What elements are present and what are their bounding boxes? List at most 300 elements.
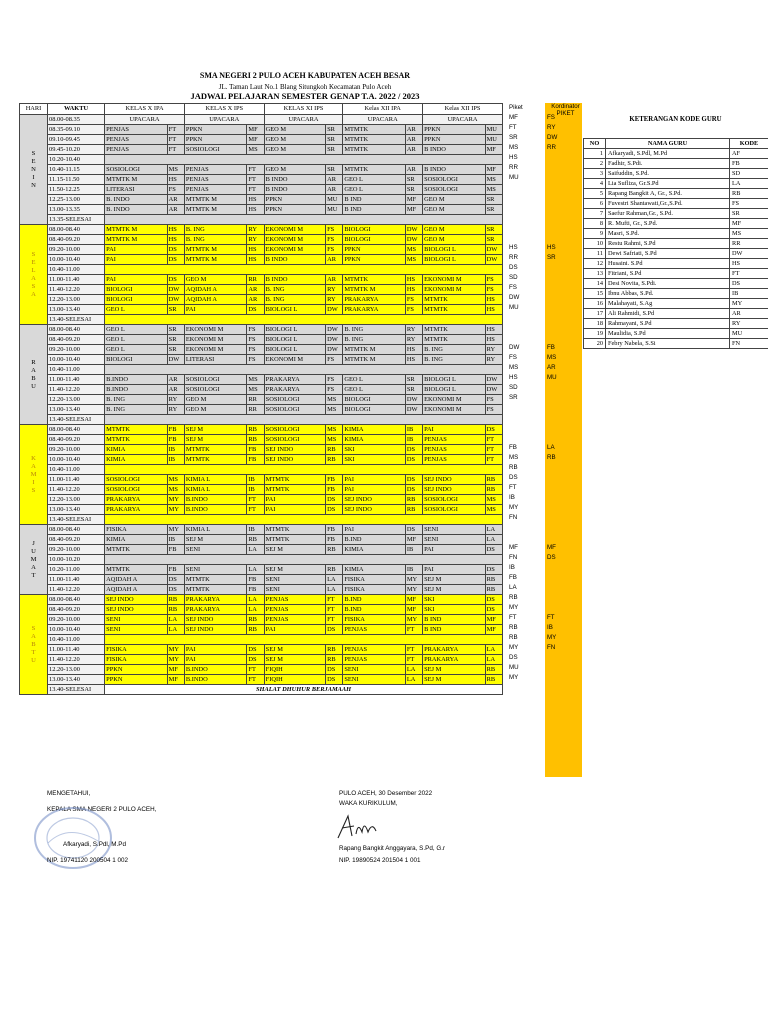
piket-row [507,463,577,473]
subject-cell: PAI [423,545,486,555]
subject-cell: KIMIA [105,535,168,545]
piket-code: RB [509,634,518,641]
subject-cell: FIQIH [264,675,325,685]
teacher-code-cell: AR [167,385,184,395]
subject-cell: GEO M [264,165,325,175]
teacher-code-cell: FB [326,475,343,485]
teacher-code-cell: MY [167,645,184,655]
subject-cell: EKONOMI M [423,405,486,415]
break-row [105,215,503,225]
teacher-code-cell: FS [326,375,343,385]
subject-cell: SEJ INDO [105,605,168,615]
teacher-code-cell: RB [405,505,422,515]
time-slot: 08.00-08.40 [48,595,105,605]
teacher-row [584,229,768,239]
subject-cell: SENI [184,565,247,575]
place-date: PULO ACEH, 30 Desember 2022 [339,790,433,797]
piket-code: MS [509,364,519,371]
teacher-code-cell: FT [247,675,264,685]
teacher-code-cell: HS [247,205,264,215]
subject-cell: FISIKA [343,575,406,585]
subject-cell: SEJ INDO [343,505,406,515]
teacher-code-cell: LA [247,545,264,555]
class-header: Kelas XII IPS [423,104,503,115]
teacher-code-cell: DS [405,485,422,495]
break-row [105,635,503,645]
subject-cell: PENJAS [343,625,406,635]
teacher-code-cell: DS [247,305,264,315]
piket-code: FS [509,284,517,291]
teacher-code-cell: MY [167,525,184,535]
teacher-code-cell: FT [485,435,502,445]
teacher-code: RY [730,319,768,329]
code-header: KODE [730,139,768,149]
schedule-row [20,225,503,235]
time-slot: 13.40-SELESAI [48,415,105,425]
piket-row [507,573,577,583]
subject-cell: MTMTK [264,525,325,535]
subject-cell: MTMTK [105,545,168,555]
time-slot: 09.20-10.00 [48,345,105,355]
teacher-code-cell: LA [485,535,502,545]
teacher-code-cell: MU [326,205,343,215]
teacher-code-cell: DW [485,375,502,385]
teacher-code-cell: FS [326,235,343,245]
teacher-name: Dewi Safriati, S.Pd [606,249,730,259]
teacher-name: Restu Rahmi, S.Pd [606,239,730,249]
subject-cell: MTMTK M [184,205,247,215]
teacher-code-cell: MF [405,535,422,545]
subject-cell: PPKN [105,665,168,675]
teacher-no: 6 [584,199,606,209]
schedule-table [19,103,503,695]
schedule-row [20,545,503,555]
teacher-code-cell: LA [247,595,264,605]
piket-row [507,693,577,703]
teacher-code-cell: MF [405,605,422,615]
subject-cell: EKONOMI M [184,325,247,335]
teacher-row [584,249,768,259]
teacher-code-cell: MS [167,485,184,495]
subject-cell: EKONOMI M [423,275,486,285]
subject-cell: B. ING [423,345,486,355]
schedule-row [20,305,503,315]
teacher-code-cell: AR [167,375,184,385]
subject-cell: SEJ M [423,665,486,675]
subject-cell: MTMTK [423,325,486,335]
piket-row [507,213,577,223]
teacher-code-cell: FT [326,605,343,615]
subject-cell: SOSIOLOGI [105,475,168,485]
teacher-code-cell: AR [405,135,422,145]
subject-cell: MTMTK M [343,355,406,365]
teacher-code-cell: AR [326,175,343,185]
schedule-row [20,195,503,205]
no-header: NO [584,139,606,149]
time-slot: 13.40-SELESAI [48,315,105,325]
time-slot: 10.40-11.00 [48,265,105,275]
schedule-row [20,505,503,515]
teacher-code-cell: DS [326,505,343,515]
piket-row [507,633,577,643]
teacher-no: 13 [584,269,606,279]
teacher-code-cell: LA [405,665,422,675]
schedule-row [20,385,503,395]
teacher-code-cell: FT [247,165,264,175]
teacher-name-header: NAMA GURU [606,139,730,149]
teacher-code: HS [730,259,768,269]
hari-header: HARI [20,104,48,115]
teacher-row [584,149,768,159]
teacher-code-cell: MS [247,375,264,385]
teacher-code-cell: RB [167,595,184,605]
piket-row [507,493,577,503]
schedule-row [20,515,503,525]
subject-cell: B. ING [343,335,406,345]
teacher-code-cell: DS [167,245,184,255]
koordinator-code: FT [547,614,555,621]
teacher-code-cell: HS [167,175,184,185]
teacher-code-cell: LA [485,645,502,655]
subject-cell: AQIDAH A [105,575,168,585]
day-label: S E L A S A [20,225,48,325]
piket-row [507,533,577,543]
piket-code: FT [509,124,517,131]
piket-code: MS [509,454,519,461]
class-header: KELAS XI IPS [264,104,343,115]
teacher-code-cell: SR [167,345,184,355]
teacher-row [584,159,768,169]
subject-cell: B.INDO [184,495,247,505]
subject-cell: BIOLOGI L [264,325,325,335]
teacher-code-cell: DW [326,335,343,345]
upacara-cell: UPACARA [105,115,185,125]
teacher-code-cell: MY [405,615,422,625]
teacher-code-cell: HS [247,195,264,205]
teacher-code-cell: DS [247,645,264,655]
teacher-row [584,319,768,329]
schedule-row [20,365,503,375]
schedule-row [20,235,503,245]
teacher-no: 8 [584,219,606,229]
piket-code: LA [509,584,517,591]
teacher-row [584,329,768,339]
schedule-row [20,245,503,255]
class-header: KELAS X IPS [184,104,264,115]
subject-cell: EKONOMI M [264,245,325,255]
time-slot: 10.00-10.20 [48,555,105,565]
subject-cell: PAI [423,565,486,575]
teacher-code-cell: LA [167,615,184,625]
schedule-row [20,285,503,295]
teacher-code-cell: SR [326,165,343,175]
subject-cell: GEO L [343,175,406,185]
teacher-code-cell: MS [405,255,422,265]
subject-cell: MTMTK [184,575,247,585]
teacher-code-cell: DS [485,425,502,435]
subject-cell: B INDO [423,145,486,155]
teacher-code-cell: AR [405,125,422,135]
teacher-code-cell: SR [405,385,422,395]
piket-row [507,343,577,353]
teacher-code-cell: RY [405,325,422,335]
subject-cell: SEJ M [184,435,247,445]
break-row [105,265,503,275]
schedule-row [20,215,503,225]
teacher-code-cell: MF [167,675,184,685]
subject-cell: B.INDO [184,675,247,685]
subject-cell: MTMTK [184,455,247,465]
subject-cell: MTMTK [423,305,486,315]
teacher-code-cell: FS [247,325,264,335]
subject-cell: SENI [105,615,168,625]
teacher-row [584,279,768,289]
subject-cell: PENJAS [105,135,168,145]
subject-cell: PAI [105,275,168,285]
teacher-code-cell: HS [405,285,422,295]
teacher-code-cell: AR [326,275,343,285]
time-slot: 08.00-08.40 [48,425,105,435]
subject-cell: SEJ INDO [184,625,247,635]
teacher-code-cell: IB [247,525,264,535]
piket-code: DW [509,344,520,351]
subject-cell: MTMTK [105,435,168,445]
teacher-code-cell: HS [167,235,184,245]
subject-cell: BIOLOGI L [423,385,486,395]
teacher-code-cell: MF [405,195,422,205]
time-slot: 11.00-11.40 [48,475,105,485]
subject-cell: B INDO [264,175,325,185]
time-slot: 13.00-13.40 [48,305,105,315]
teacher-code-cell: DW [405,235,422,245]
subject-cell: MTMTK [343,275,406,285]
teacher-code-cell: AR [247,295,264,305]
teacher-code-cell: MY [167,495,184,505]
subject-cell: SENI [105,625,168,635]
teacher-code-cell: LA [247,565,264,575]
subject-cell: GEO L [343,185,406,195]
time-slot: 11.40-12.20 [48,655,105,665]
teacher-code-cell: DS [326,495,343,505]
subject-cell: SOSIOLOGI [423,505,486,515]
kepala-nip: NIP. 19741120 200504 1 002 [47,857,129,864]
subject-cell: PRAKARYA [105,505,168,515]
teacher-code-cell: FS [167,185,184,195]
teacher-code-cell: RB [485,675,502,685]
time-slot: 09.20-10.00 [48,615,105,625]
time-slot: 13.00-13.40 [48,505,105,515]
piket-row [507,203,577,213]
teacher-code-cell: MS [167,475,184,485]
teacher-code-cell: HS [485,305,502,315]
subject-cell: EKONOMI M [423,285,486,295]
teacher-code-cell: FB [326,535,343,545]
teacher-code-cell: MF [485,615,502,625]
kepala-name: Afkaryadi, S.Pdl, M.Pd [63,841,126,848]
subject-cell: EKONOMI M [184,345,247,355]
teacher-code-cell: MS [405,245,422,255]
subject-cell: BIOLOGI L [264,345,325,355]
teacher-row [584,269,768,279]
teacher-code-cell: MY [405,585,422,595]
subject-cell: PENJAS [264,605,325,615]
teacher-code-cell: FB [326,485,343,495]
subject-cell: SENI [343,665,406,675]
teacher-code-cell: FT [405,625,422,635]
piket-row [507,143,577,153]
schedule-row [20,475,503,485]
teacher-row [584,309,768,319]
teacher-name: Maulidia, S.Pd [606,329,730,339]
subject-cell: PRAKARYA [105,495,168,505]
teacher-code: FN [730,339,768,349]
subject-cell: B INDO [423,165,486,175]
teacher-code-cell: DW [405,225,422,235]
schedule-row [20,635,503,645]
schedule-row [20,615,503,625]
teacher-code-cell: RB [485,475,502,485]
subject-cell: PPKN [423,125,486,135]
teacher-code-cell: DW [485,245,502,255]
subject-cell: B. ING [264,285,325,295]
teacher-no: 3 [584,169,606,179]
schedule-row [20,435,503,445]
subject-cell: B.IND [343,535,406,545]
teacher-code: AF [730,149,768,159]
teacher-name: Afkaryadi, S.Pdl, M.Pd [606,149,730,159]
schedule-row [20,315,503,325]
subject-cell: MTMTK [343,165,406,175]
teacher-code-cell: RB [485,485,502,495]
piket-row [507,383,577,393]
teacher-code-cell: RY [167,395,184,405]
teacher-no: 16 [584,299,606,309]
time-slot: 08.00-08.40 [48,525,105,535]
subject-cell: SOSIOLOGI [105,165,168,175]
teacher-no: 12 [584,259,606,269]
teacher-no: 7 [584,209,606,219]
teacher-name: Ali Rahmidi, S.Pd [606,309,730,319]
teacher-code-cell: MS [326,395,343,405]
subject-cell: SOSIOLOGI [184,145,247,155]
teacher-code-cell: SR [326,135,343,145]
break-row [105,465,503,475]
time-slot: 12.20-13.00 [48,665,105,675]
teacher-code: RB [730,189,768,199]
schedule-row [20,525,503,535]
time-slot: 11.40-12.20 [48,285,105,295]
teacher-code-cell: RY [167,405,184,415]
teacher-code-cell: FB [326,525,343,535]
teacher-code-cell: MF [485,165,502,175]
teacher-code-cell: IB [247,485,264,495]
subject-cell: PENJAS [184,185,247,195]
teacher-code-cell: RB [247,625,264,635]
subject-cell: LITERASI [105,185,168,195]
piket-code: MY [509,644,519,651]
teacher-no: 14 [584,279,606,289]
piket-code: MF [509,544,518,551]
teacher-code-cell: FS [485,285,502,295]
day-label: J U M A T [20,525,48,595]
piket-row [507,363,577,373]
piket-row [507,593,577,603]
teacher-code-cell: SR [167,305,184,315]
piket-code: DW [509,294,520,301]
subject-cell: B. ING [184,225,247,235]
teacher-code-cell: MS [326,425,343,435]
teacher-name: Rapang Bangkit A, Gr., S.Pd. [606,189,730,199]
subject-cell: BIOLOGI L [423,245,486,255]
piket-row [507,423,577,433]
teacher-code-cell: IB [405,425,422,435]
teacher-code: DS [730,279,768,289]
teacher-code-cell: SR [326,125,343,135]
piket-row [507,133,577,143]
teacher-code-cell: AR [326,255,343,265]
time-slot: 08.40-09.20 [48,235,105,245]
subject-cell: MTMTK [343,135,406,145]
subject-cell: KIMIA [343,425,406,435]
time-slot: 08.40-09.20 [48,605,105,615]
subject-cell: SEJ M [184,425,247,435]
teacher-code-cell: MS [326,405,343,415]
subject-cell: B. ING [343,325,406,335]
teacher-row [584,179,768,189]
subject-cell: PRAKARYA [264,385,325,395]
schedule-row [20,115,503,125]
schedule-row [20,325,503,335]
waka-nip: NIP. 19890524 201504 1 001 [339,857,421,864]
piket-code: FB [509,444,517,451]
teacher-code: MF [730,219,768,229]
time-slot: 11.00-11.40 [48,645,105,655]
subject-cell: PENJAS [423,445,486,455]
subject-cell: GEO L [105,345,168,355]
teacher-code-cell: SR [167,335,184,345]
teacher-code-cell: FS [485,275,502,285]
teacher-code-cell: IB [167,455,184,465]
teacher-row [584,299,768,309]
piket-code: FT [509,484,517,491]
teacher-code-cell: LA [167,625,184,635]
teacher-code-cell: MS [485,495,502,505]
subject-cell: B.INDO [184,665,247,675]
piket-code: HS [509,154,518,161]
subject-cell: SEJ M [264,565,325,575]
subject-cell: B.INDO [184,505,247,515]
piket-row [507,683,577,693]
subject-cell: SEJ INDO [105,595,168,605]
piket-row [507,373,577,383]
teacher-name: Masri, S.Pd. [606,229,730,239]
schedule-row [20,495,503,505]
teacher-no: 10 [584,239,606,249]
piket-code: SR [509,394,518,401]
subject-cell: B. INDO [105,205,168,215]
teacher-code-cell: FB [247,445,264,455]
subject-cell: PPKN [264,195,325,205]
subject-cell: BIOLOGI L [423,255,486,265]
piket-row [507,173,577,183]
subject-cell: GEO L [105,305,168,315]
break-row [105,555,503,565]
subject-cell: MTMTK [105,425,168,435]
schedule-row [20,375,503,385]
teacher-code-cell: AR [167,195,184,205]
teacher-no: 19 [584,329,606,339]
teacher-code-cell: FT [247,185,264,195]
